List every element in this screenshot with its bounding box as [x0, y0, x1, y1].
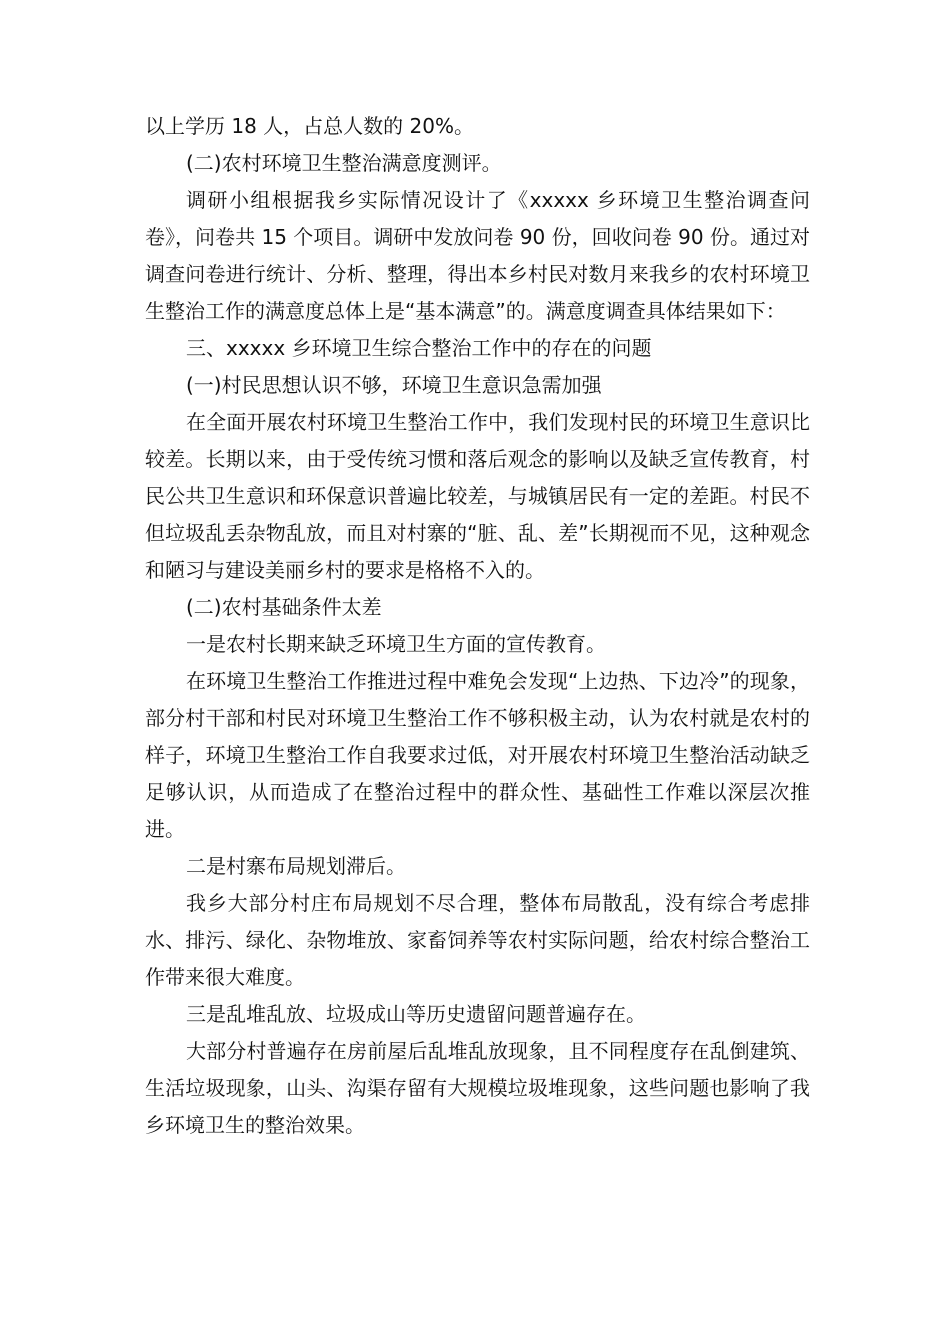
paragraph-point-two: 我乡大部分村庄布局规划不尽合理，整体布局散乱，没有综合考虑排水、排污、绿化、杂物堆放、家畜饲养等农村实际问题，给农村综合整治工作带来很大难度。 [145, 891, 810, 989]
subheading-infrastructure: (二)农村基础条件太差 [186, 595, 382, 619]
point-three-heading: 三是乱堆乱放、垃圾成山等历史遗留问题普遍存在。 [186, 1002, 646, 1026]
point-two-heading: 二是村寨布局规划滞后。 [186, 854, 406, 878]
paragraph-awareness: 在全面开展农村环境卫生整治工作中，我们发现村民的环境卫生意识比较差。长期以来，由于受传统习惯和落后观念的影响以及缺乏宣传教育，村民公共卫生意识和环保意识普遍比较差，与城镇居民有一定的差距。村民不但垃圾乱丢杂物乱放，而且对村寨的“脏、乱、差”长期视而不见，这种观念和陋习与建设美丽乡村的要求是格格不入的。 [145, 410, 810, 582]
paragraph-point-one: 在环境卫生整治工作推进过程中难免会发现“上边热、下边冷”的现象，部分村干部和村民对环境卫生整治工作不够积极主动，认为农村就是农村的样子，环境卫生整治工作自我要求过低，对开展农村环境卫生整治活动缺乏足够认识，从而造成了在整治过程中的群众性、基础性工作难以深层次推进。 [145, 669, 810, 841]
paragraph-education-stat: 以上学历 18 人，占总人数的 20%。 [145, 114, 474, 138]
section-heading-problems: 三、xxxxx 乡环境卫生综合整治工作中的存在的问题 [186, 336, 652, 360]
subheading-awareness: (一)村民思想认识不够，环境卫生意识急需加强 [186, 373, 602, 397]
heading-satisfaction-survey: (二)农村环境卫生整治满意度测评。 [186, 151, 502, 175]
document-body [145, 108, 810, 1144]
point-one-heading: 一是农村长期来缺乏环境卫生方面的宣传教育。 [186, 632, 606, 656]
paragraph-point-three: 大部分村普遍存在房前屋后乱堆乱放现象，且不同程度存在乱倒建筑、生活垃圾现象，山头、沟渠存留有大规模垃圾堆现象，这些问题也影响了我乡环境卫生的整治效果。 [145, 1039, 810, 1137]
paragraph-survey-description: 调研小组根据我乡实际情况设计了《xxxxx 乡环境卫生整治调查问卷》，问卷共 15 个项目。调研中发放问卷 90 份，回收问卷 90 份。通过对调查问卷进行统计、分析、整理，得出本乡村民对数月来我乡的农村环境卫生整治工作的满意度总体上是“基本满意”的。满意度调查具体结果如下： [145, 188, 810, 323]
